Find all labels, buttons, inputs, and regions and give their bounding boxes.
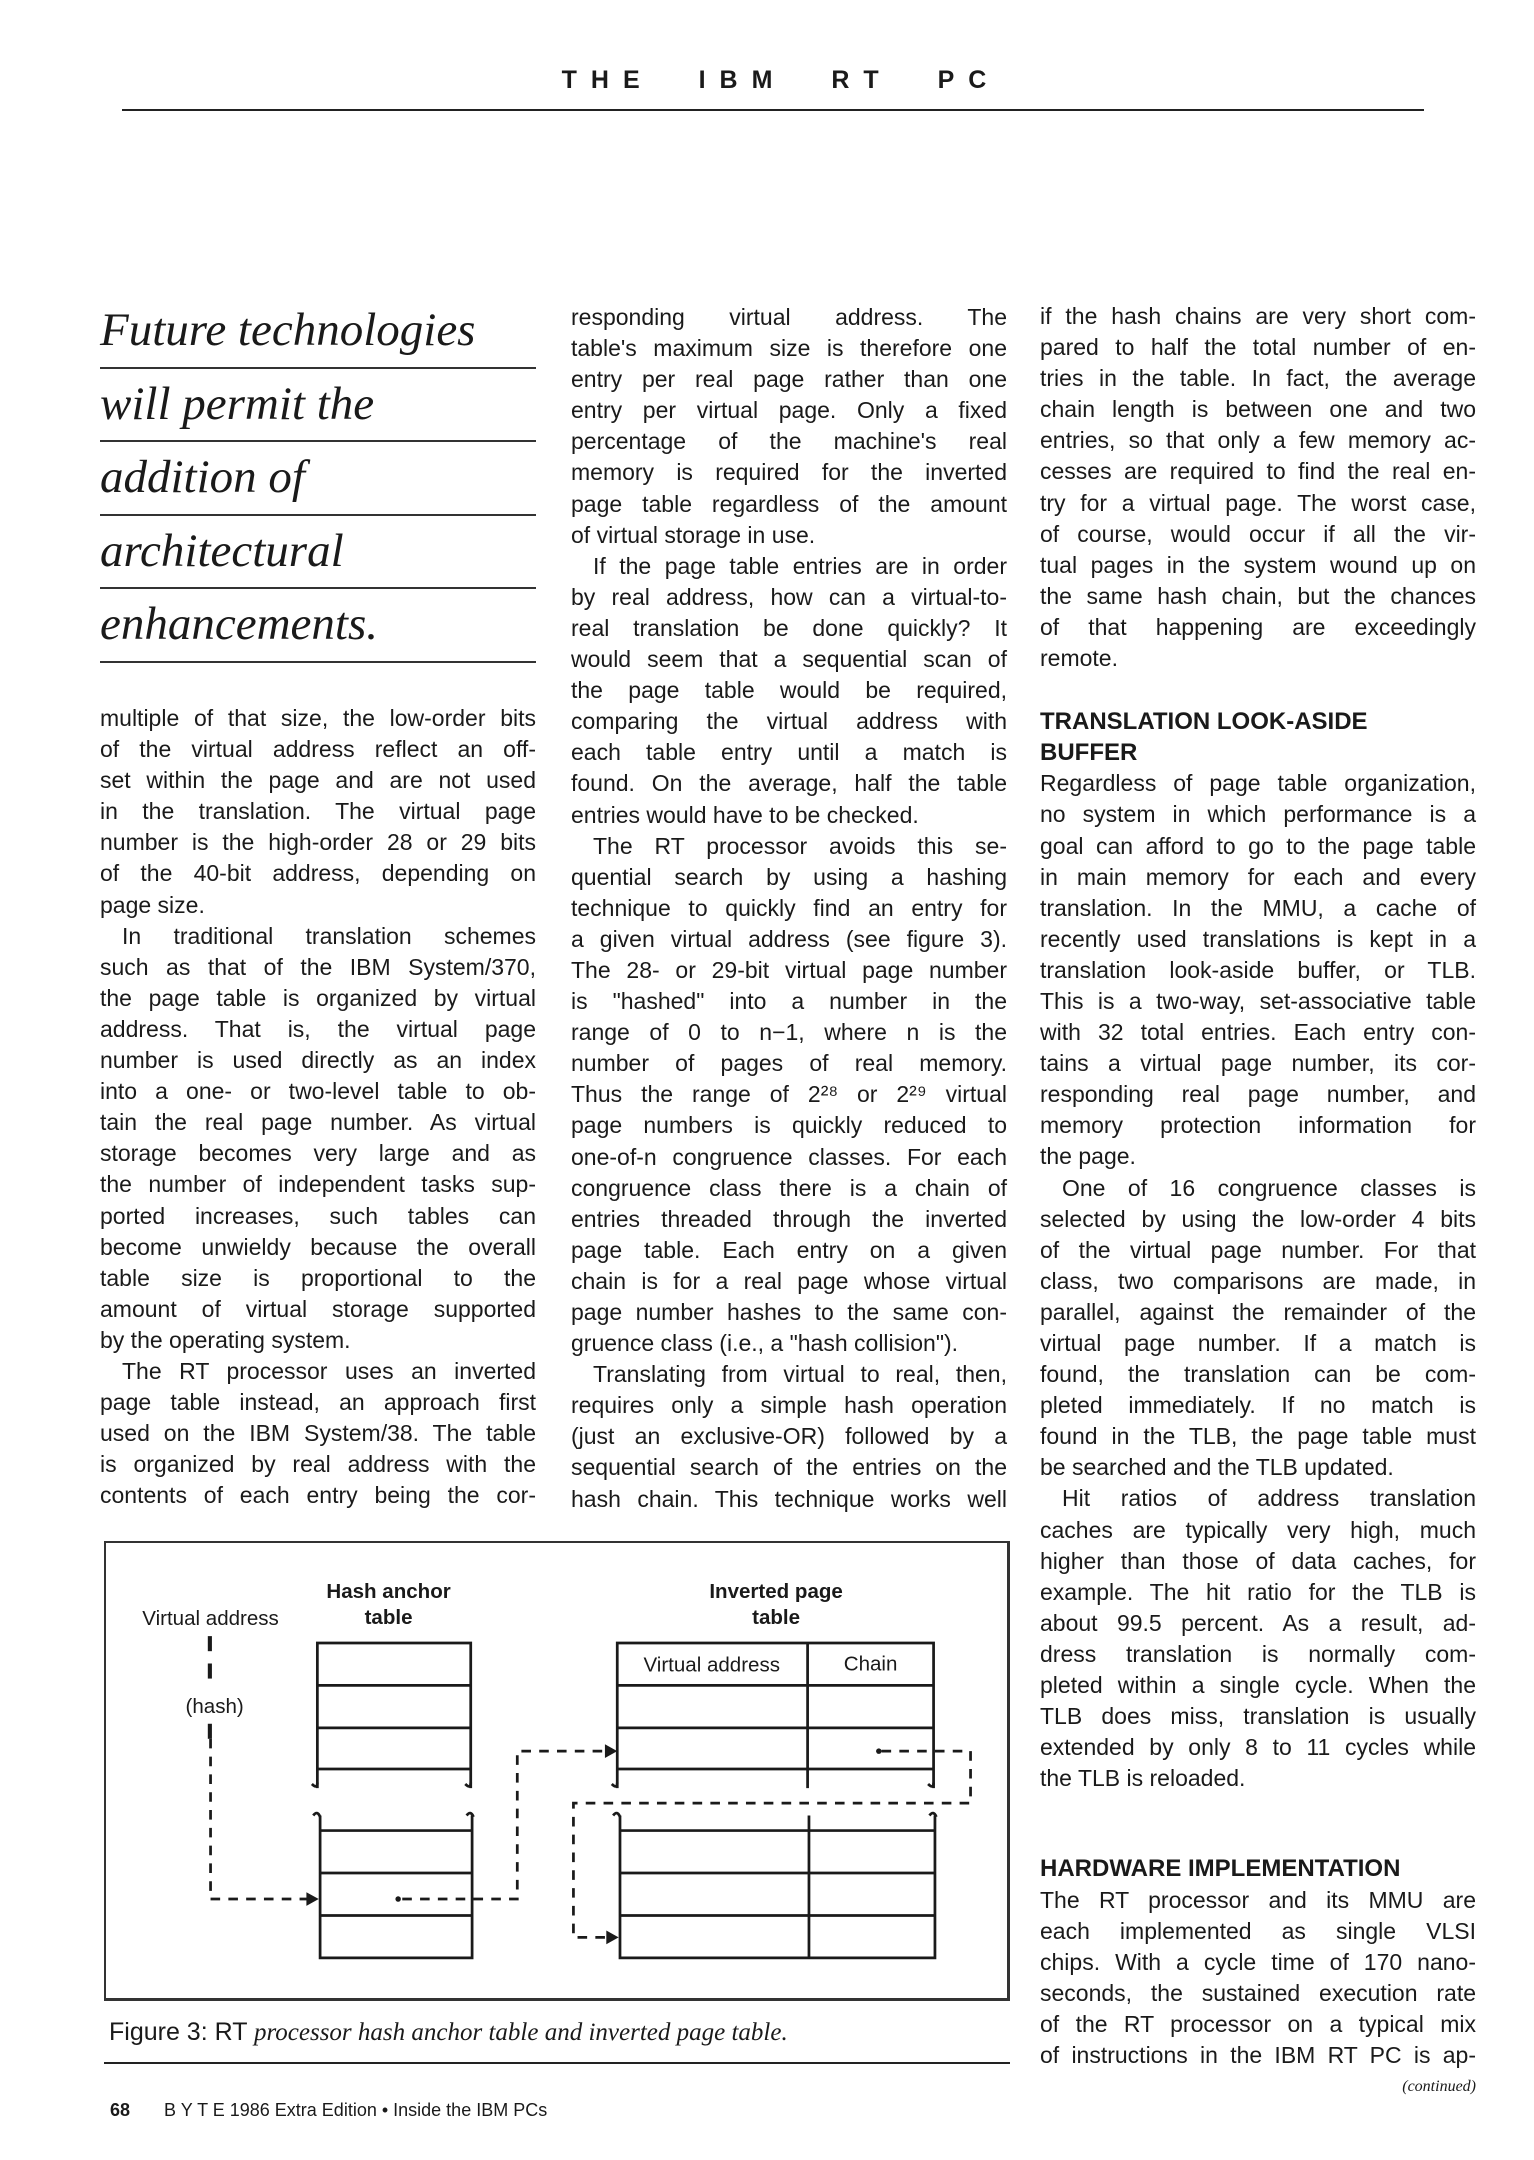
text-line-content: (just an exclusive-OR) followed by a — [571, 1423, 1007, 1450]
text-line — [571, 924, 1007, 955]
text-line-content: of the 40-bit address, depending on — [100, 860, 536, 887]
text-line-content: entries, so that only a few memory ac- — [1040, 427, 1476, 454]
text-line — [571, 986, 1007, 1017]
text-line — [1040, 768, 1476, 799]
text-line-content: with 32 total entries. Each entry con- — [1040, 1019, 1476, 1046]
text-line — [100, 765, 536, 796]
text-line-content: pleted immediately. If no match is — [1040, 1392, 1476, 1419]
figure-caption — [109, 2018, 788, 2047]
text-line — [1040, 1639, 1476, 1670]
text-line-content: page table. Each entry on a given — [571, 1236, 1007, 1263]
text-line-content: page table regardless of the amount — [571, 490, 1007, 517]
text-line — [1040, 1885, 1476, 1916]
text-line — [571, 644, 1007, 675]
text-line-content: page number hashes to the same con- — [571, 1299, 1007, 1325]
text-line — [100, 1045, 536, 1076]
pull-quote-line: addition of — [100, 442, 536, 516]
text-line-content: of instructions in the IBM RT PC is ap- — [1040, 2041, 1476, 2068]
text-line-content: of the virtual page number. For that — [1040, 1236, 1476, 1263]
text-line-content: Regardless of page table organization, — [1040, 770, 1476, 797]
text-line-content: chips. With a cycle time of 170 nano- — [1040, 1948, 1476, 1975]
text-line-content: of the virtual address reflect an off- — [100, 736, 536, 763]
text-line — [1040, 1048, 1476, 1079]
text-line — [571, 1390, 1007, 1421]
page-footer — [110, 2100, 547, 2121]
text-line — [1040, 1328, 1476, 1359]
text-line-content: amount of virtual storage supported — [100, 1295, 536, 1322]
text-line — [571, 395, 1007, 426]
text-line — [571, 737, 1007, 768]
figure-diagram — [106, 1543, 1008, 1999]
text-line-content: cesses are required to find the real en- — [1040, 458, 1476, 485]
page-number: 68 — [110, 2100, 131, 2120]
caption-label: Figure 3: RT — [109, 2018, 248, 2046]
text-line-content: number is used directly as an index — [100, 1047, 536, 1074]
text-line — [571, 1235, 1007, 1266]
text-line — [571, 1421, 1007, 1452]
text-line — [571, 1452, 1007, 1483]
section-heading: HARDWARE IMPLEMENTATION — [1040, 1855, 1401, 1883]
text-line — [571, 582, 1007, 613]
text-line-content: each implemented as single VLSI — [1040, 1917, 1476, 1944]
text-line-content: a given virtual address (see figure 3). — [571, 925, 1007, 952]
text-line — [1040, 1701, 1476, 1732]
text-line-content: chain is for a real page whose virtual — [571, 1267, 1007, 1294]
continued-label: (continued) — [1402, 2078, 1476, 2096]
text-line-content: One of 16 congruence classes is — [1062, 1174, 1476, 1201]
text-line-content: is organized by real address with the — [100, 1451, 536, 1478]
text-line-content: contents of each entry being the cor- — [100, 1482, 536, 1509]
text-line — [571, 1110, 1007, 1141]
text-line-content: example. The hit ratio for the TLB is — [1040, 1578, 1476, 1605]
text-line-content: congruence class there is a chain of — [571, 1174, 1007, 1201]
text-line-content: number of pages of real memory. — [571, 1050, 1007, 1077]
text-line-content: chain length is between one and two — [1040, 396, 1476, 423]
text-line-content: Thus the range of 2²⁸ or 2²⁹ virtual — [571, 1081, 1007, 1108]
text-line-content: page numbers is quickly reduced to — [571, 1112, 1007, 1139]
text-line — [100, 1387, 536, 1418]
caption-rule — [104, 2062, 1010, 2064]
arrow-icon — [606, 1931, 618, 1945]
text-line — [100, 1418, 536, 1449]
text-line-content: table's maximum size is therefore one — [571, 335, 1007, 362]
text-line — [571, 1297, 1007, 1328]
text-line — [1040, 363, 1476, 394]
text-line — [1040, 550, 1476, 581]
text-line-content: into a one- or two-level table to ob- — [100, 1078, 536, 1105]
inverted-page-table — [612, 1643, 937, 1958]
text-line-content: memory protection information for — [1040, 1112, 1476, 1139]
header-rule — [122, 109, 1424, 111]
text-line-content: The RT processor avoids this se- — [593, 832, 1007, 859]
text-line — [1040, 1577, 1476, 1608]
text-line — [571, 302, 1007, 333]
arrow-icon — [605, 1744, 617, 1758]
text-line-content: page size. — [100, 891, 205, 918]
text-line-content: percentage of the machine's real — [571, 428, 1007, 455]
text-line-content: entry per real page rather than one — [571, 366, 1007, 393]
text-line — [100, 1480, 536, 1511]
text-line-content: used on the IBM System/38. The table — [100, 1420, 536, 1447]
text-line-content: in the translation. The virtual page — [100, 798, 536, 825]
text-line-content: found. On the average, half the table — [571, 770, 1007, 797]
text-line — [1040, 301, 1476, 332]
text-line-content: dress translation is normally com- — [1040, 1640, 1476, 1667]
text-line — [100, 1138, 536, 1169]
text-line — [1040, 581, 1476, 612]
text-line-content: range of 0 to n−1, where n is the — [571, 1019, 1007, 1046]
text-line — [1040, 425, 1476, 456]
text-line-content: comparing the virtual address with — [571, 708, 1007, 735]
text-line-content: found, the translation can be com- — [1040, 1361, 1476, 1388]
text-line — [571, 1328, 1007, 1359]
text-line-content: no system in which performance is a — [1040, 801, 1476, 828]
text-line — [100, 921, 536, 952]
text-line-content: goal can afford to go to the page table — [1040, 832, 1476, 859]
hash-anchor-title: Hash anchor — [326, 1579, 451, 1603]
text-line — [1040, 862, 1476, 893]
text-line — [1040, 1916, 1476, 1947]
text-line — [571, 800, 1007, 831]
text-line-content: about 99.5 percent. As a result, ad- — [1040, 1609, 1476, 1636]
text-line-content: hash chain. This technique works well — [571, 1485, 1007, 1512]
text-line-content: is "hashed" into a number in the — [571, 988, 1007, 1015]
text-line — [1040, 488, 1476, 519]
text-line-content: by real address, how can a virtual-to- — [571, 583, 1007, 610]
text-line-content: address. That is, the virtual page — [100, 1015, 536, 1042]
text-line — [1040, 394, 1476, 425]
text-line — [1040, 1732, 1476, 1763]
text-line-content: real translation be done quickly? It — [571, 614, 1007, 641]
text-line — [100, 858, 536, 889]
text-line-content: remote. — [1040, 645, 1118, 672]
text-line-content: table size is proportional to the — [100, 1264, 536, 1291]
text-line — [100, 1201, 536, 1232]
text-line-content: of virtual storage in use. — [571, 521, 816, 548]
text-line-content: would seem that a sequential scan of — [571, 646, 1007, 673]
text-line-content: The 28- or 29-bit virtual page number — [571, 956, 1007, 983]
text-line — [571, 1173, 1007, 1204]
column-left — [100, 703, 536, 1511]
text-line-content: such as that of the IBM System/370, — [100, 953, 536, 980]
text-line — [571, 1359, 1007, 1390]
text-line-content: each table entry until a match is — [571, 739, 1007, 766]
text-line-content: tual pages in the system wound up on — [1040, 551, 1476, 578]
column-right — [1040, 301, 1476, 2102]
text-line — [571, 1079, 1007, 1110]
text-line — [1040, 1173, 1476, 1204]
text-line-content: page table instead, an approach first — [100, 1389, 536, 1416]
text-line — [1040, 1359, 1476, 1390]
text-line-content: parallel, against the remainder of the — [1040, 1298, 1476, 1325]
text-line-content: recently used translations is kept in a — [1040, 925, 1476, 952]
text-line-content: entries threaded through the inverted — [571, 1205, 1007, 1232]
text-line — [1040, 332, 1476, 363]
text-line — [100, 734, 536, 765]
text-line-content: responding virtual address. The — [571, 304, 1007, 330]
text-line — [571, 489, 1007, 520]
text-line — [1040, 1670, 1476, 1701]
text-line-content: tries in the table. In fact, the average — [1040, 365, 1476, 392]
text-line — [100, 1076, 536, 1107]
text-line — [571, 364, 1007, 395]
column-chain: Chain — [843, 1652, 898, 1676]
text-line-content: Translating from virtual to real, then, — [593, 1361, 1007, 1388]
text-line-content: gruence class (i.e., a "hash collision"). — [571, 1330, 959, 1357]
text-line-content: sequential search of the entries on the — [571, 1454, 1007, 1481]
text-line — [571, 862, 1007, 893]
text-line-content: Hit ratios of address translation — [1062, 1485, 1476, 1512]
text-line — [100, 1325, 536, 1356]
virtual-address-label: Virtual address — [142, 1607, 279, 1631]
text-line — [1040, 1110, 1476, 1141]
text-line — [571, 675, 1007, 706]
text-line-content: seconds, the sustained execution rate — [1040, 1979, 1476, 2006]
text-line-content: the page. — [1040, 1143, 1136, 1170]
text-line — [1040, 1141, 1476, 1172]
text-line-content: the page table would be required, — [571, 677, 1007, 704]
figure-3 — [104, 1541, 1010, 2001]
pull-quote-line: architectural — [100, 516, 536, 590]
text-line-content: tain the real page number. As virtual — [100, 1109, 536, 1136]
text-line — [1040, 955, 1476, 986]
text-line-content: try for a virtual page. The worst case, — [1040, 489, 1476, 516]
column-middle — [571, 302, 1007, 1515]
text-line-content: caches are typically very high, much — [1040, 1516, 1476, 1543]
section-heading: BUFFER — [1040, 739, 1138, 767]
text-line — [100, 1263, 536, 1294]
text-line — [100, 703, 536, 734]
text-line-content: technique to quickly find an entry for — [571, 894, 1007, 921]
text-line-content: translation look-aside buffer, or TLB. — [1040, 956, 1476, 983]
text-line — [571, 520, 1007, 551]
text-line-content: number is the high-order 28 or 29 bits — [100, 829, 536, 856]
text-line — [100, 827, 536, 858]
text-line — [571, 1484, 1007, 1515]
text-line — [571, 1048, 1007, 1079]
text-line-content: the page table is organized by virtual — [100, 984, 536, 1011]
section-heading: TRANSLATION LOOK-ASIDE — [1040, 708, 1368, 736]
text-line — [1040, 799, 1476, 830]
text-line — [571, 457, 1007, 488]
text-line-content: This is a two-way, set-associative table — [1040, 987, 1476, 1014]
text-line — [1040, 986, 1476, 1017]
text-line — [1040, 1763, 1476, 1794]
text-line — [1040, 519, 1476, 550]
text-line-content: higher than those of data caches, for — [1040, 1547, 1476, 1574]
text-line — [100, 1232, 536, 1263]
text-line-content: entries would have to be checked. — [571, 801, 919, 828]
text-line — [571, 706, 1007, 737]
text-line — [571, 333, 1007, 364]
hash-anchor-title: table — [364, 1605, 413, 1629]
hash-label: (hash) — [185, 1694, 244, 1718]
text-line-content: requires only a simple hash operation — [571, 1392, 1007, 1419]
text-line — [100, 983, 536, 1014]
pull-quote-line: will permit the — [100, 369, 536, 443]
text-line-content: of that happening are exceedingly — [1040, 613, 1476, 640]
text-line — [1040, 1483, 1476, 1514]
text-line — [1040, 893, 1476, 924]
text-line — [1040, 612, 1476, 643]
text-line — [571, 955, 1007, 986]
text-line-content: entry per virtual page. Only a fixed — [571, 397, 1007, 424]
text-line-content: in main memory for each and every — [1040, 863, 1476, 890]
text-line-content: quential search by using a hashing — [571, 863, 1007, 890]
pull-quote-line: Future technologies — [100, 295, 536, 369]
text-line-content: one-of-n congruence classes. For each — [571, 1143, 1007, 1170]
text-line — [100, 1107, 536, 1138]
text-line-content: The RT processor and its MMU are — [1040, 1886, 1476, 1913]
text-line-content: TLB does miss, translation is usually — [1040, 1703, 1476, 1730]
text-line-content: pleted within a single cycle. When the — [1040, 1672, 1476, 1699]
running-head: THE IBM RT PC — [561, 66, 1001, 94]
text-line — [571, 426, 1007, 457]
text-line — [1040, 1978, 1476, 2009]
text-line-content: virtual page number. If a match is — [1040, 1330, 1476, 1356]
text-line — [1040, 1608, 1476, 1639]
text-line — [100, 890, 536, 921]
text-line — [1040, 1079, 1476, 1110]
text-line — [100, 1169, 536, 1200]
text-line — [1040, 1390, 1476, 1421]
text-line — [571, 768, 1007, 799]
inverted-table-title: Inverted page — [709, 1579, 843, 1603]
text-line — [1040, 1235, 1476, 1266]
text-line — [1040, 456, 1476, 487]
caption-text: processor hash anchor table and inverted page table. — [253, 2019, 788, 2046]
text-line-content: by the operating system. — [100, 1326, 351, 1353]
text-line-content: storage becomes very large and as — [100, 1140, 536, 1167]
text-line — [1040, 2040, 1476, 2071]
text-line — [1040, 1421, 1476, 1452]
text-line — [571, 893, 1007, 924]
column-virtual-address: Virtual address — [643, 1653, 781, 1677]
text-line — [100, 1449, 536, 1480]
text-line — [571, 1017, 1007, 1048]
inverted-table-title: table — [752, 1605, 801, 1629]
text-line-content: multiple of that size, the low-order bits — [100, 705, 536, 731]
text-line-content: The RT processor uses an inverted — [122, 1357, 536, 1384]
pull-quote-line: enhancements. — [100, 589, 536, 663]
text-line-content: In traditional translation schemes — [122, 922, 536, 949]
text-line — [571, 551, 1007, 582]
publication-line: B Y T E 1986 Extra Edition • Inside the IBM PCs — [164, 2100, 548, 2120]
text-line-content: if the hash chains are very short com- — [1040, 303, 1476, 329]
text-line — [100, 1356, 536, 1387]
text-line-content: of course, would occur if all the vir- — [1040, 520, 1476, 547]
text-line — [100, 952, 536, 983]
text-line — [571, 831, 1007, 862]
text-line — [1040, 1017, 1476, 1048]
text-line — [571, 1204, 1007, 1235]
text-line-content: set within the page and are not used — [100, 767, 536, 794]
text-line-content: pared to half the total number of en- — [1040, 334, 1476, 361]
text-line — [571, 1142, 1007, 1173]
text-line-content: selected by using the low-order 4 bits — [1040, 1205, 1476, 1232]
text-line — [100, 1294, 536, 1325]
text-line-content: memory is required for the inverted — [571, 459, 1007, 486]
text-line-content: the number of independent tasks sup- — [100, 1171, 536, 1198]
text-line-content: tains a virtual page number, its cor- — [1040, 1050, 1476, 1077]
text-line — [571, 613, 1007, 644]
text-line-content: class, two comparisons are made, in — [1040, 1267, 1476, 1294]
text-line — [1040, 1266, 1476, 1297]
text-line-content: become unwieldy because the overall — [100, 1233, 536, 1260]
text-line-content: extended by only 8 to 11 cycles while — [1040, 1734, 1476, 1761]
text-line-content: the same hash chain, but the chances — [1040, 582, 1476, 609]
text-line-content: found in the TLB, the page table must — [1040, 1423, 1476, 1450]
text-line — [1040, 831, 1476, 862]
text-line-content: of the RT processor on a typical mix — [1040, 2010, 1476, 2037]
text-line — [1040, 1947, 1476, 1978]
text-line — [1040, 2009, 1476, 2040]
text-line — [1040, 643, 1476, 674]
text-line — [1040, 1452, 1476, 1483]
arrow-icon — [306, 1892, 318, 1906]
text-line — [1040, 1297, 1476, 1328]
text-line — [1040, 1204, 1476, 1235]
text-line-content: ported increases, such tables can — [100, 1202, 536, 1229]
text-line — [1040, 924, 1476, 955]
text-line-content: translation. In the MMU, a cache of — [1040, 894, 1476, 921]
text-line — [100, 1014, 536, 1045]
hash-anchor-table — [312, 1643, 474, 1958]
text-line — [571, 1266, 1007, 1297]
text-line-content: be searched and the TLB updated. — [1040, 1454, 1394, 1481]
text-line — [100, 796, 536, 827]
text-line — [1040, 1546, 1476, 1577]
text-line-content: the TLB is reloaded. — [1040, 1765, 1246, 1792]
text-line-content: responding real page number, and — [1040, 1081, 1476, 1108]
text-line-content: If the page table entries are in order — [593, 552, 1007, 579]
text-line — [1040, 1515, 1476, 1546]
pull-quote — [100, 295, 536, 663]
